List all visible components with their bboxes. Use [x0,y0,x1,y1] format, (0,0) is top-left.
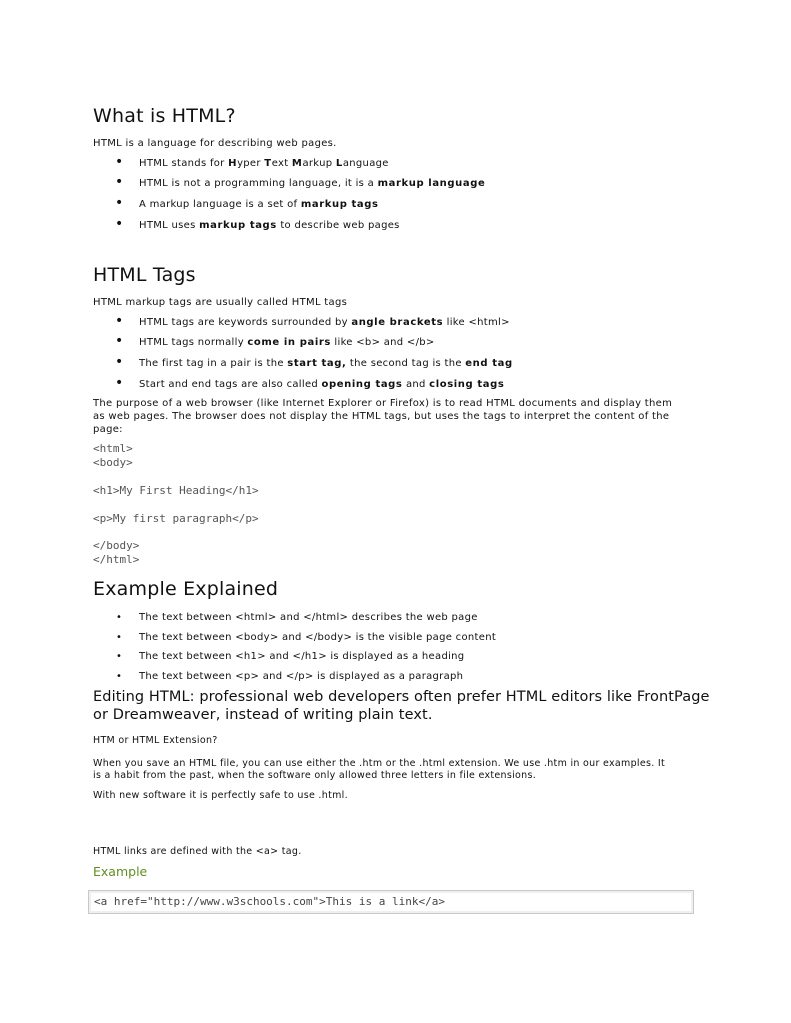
paragraph-line: With new software it is perfectly safe to use .html. [93,790,348,801]
list-item: • A markup language is a set of markup tags [115,195,379,211]
bullet-icon: • [116,632,123,643]
editing-text-line: or Dreamweaver, instead of writing plain text. [93,707,433,723]
extension-question: HTM or HTML Extension? [93,735,218,746]
bullet-icon: • [115,174,124,190]
bullet-icon: • [116,651,123,662]
intro-text: HTML is a language for describing web pages. [93,138,337,149]
bullet-icon: • [115,333,124,349]
heading-example-explained: Example Explained [93,578,279,600]
list-item: • Start and end tags are also called opening tags and closing tags [115,375,505,391]
example-code: <a href="http://www.w3schools.com">This is a link</a> [94,895,445,908]
paragraph-line: as web pages. The browser does not display the HTML tags, but uses the tags to interpret the content of the [93,411,670,422]
editing-text-line: Editing HTML: professional web developers often prefer HTML editors like FrontPage [93,689,710,705]
list-item: • The text between <p> and </p> is displayed as a paragraph [116,671,464,682]
code-line: </body> [93,539,140,552]
code-line: <body> [93,456,133,469]
paragraph-line: is a habit from the past, when the software only allowed three letters in file extensions. [93,770,537,781]
code-line: </html> [93,553,140,566]
list-item: • The text between <body> and </body> is the visible page content [116,632,497,643]
paragraph-line: When you save an HTML file, you can use either the .htm or the .html extension. We use .htm in our examples. It [93,758,666,769]
list-item: • HTML tags are keywords surrounded by angle brackets like <html> [115,313,510,329]
bullet-icon: • [115,216,124,232]
list-item: • HTML is not a programming language, it is a markup language [115,174,486,190]
list-item: • HTML uses markup tags to describe web pages [115,216,400,232]
code-line: <html> [93,442,133,455]
bullet-icon: • [115,313,124,329]
bullet-icon: • [115,154,124,170]
intro-text: HTML markup tags are usually called HTML tags [93,297,348,308]
heading-html-tags: HTML Tags [93,264,196,286]
list-item: • The text between <html> and </html> describes the web page [116,612,478,623]
bullet-icon: • [116,671,123,682]
example-code-box [88,890,694,914]
bullet-icon: • [115,195,124,211]
list-item: • The first tag in a pair is the start tag, the second tag is the end tag [115,354,513,370]
code-line: <h1>My First Heading</h1> [93,484,259,497]
bullet-icon: • [115,354,124,370]
heading-what-is-html: What is HTML? [93,105,236,127]
list-item: • HTML stands for Hyper Text Markup Language [115,154,389,170]
list-item: • HTML tags normally come in pairs like <b> and </b> [115,333,435,349]
bullet-icon: • [116,612,123,623]
example-label: Example [93,864,148,879]
code-line: <p>My first paragraph</p> [93,512,259,525]
list-item: • The text between <h1> and </h1> is displayed as a heading [116,651,465,662]
paragraph-line: page: [93,424,123,435]
paragraph-line: The purpose of a web browser (like Internet Explorer or Firefox) is to read HTML documents and display them [93,398,673,409]
links-text: HTML links are defined with the <a> tag. [93,846,302,857]
bullet-icon: • [115,375,124,391]
